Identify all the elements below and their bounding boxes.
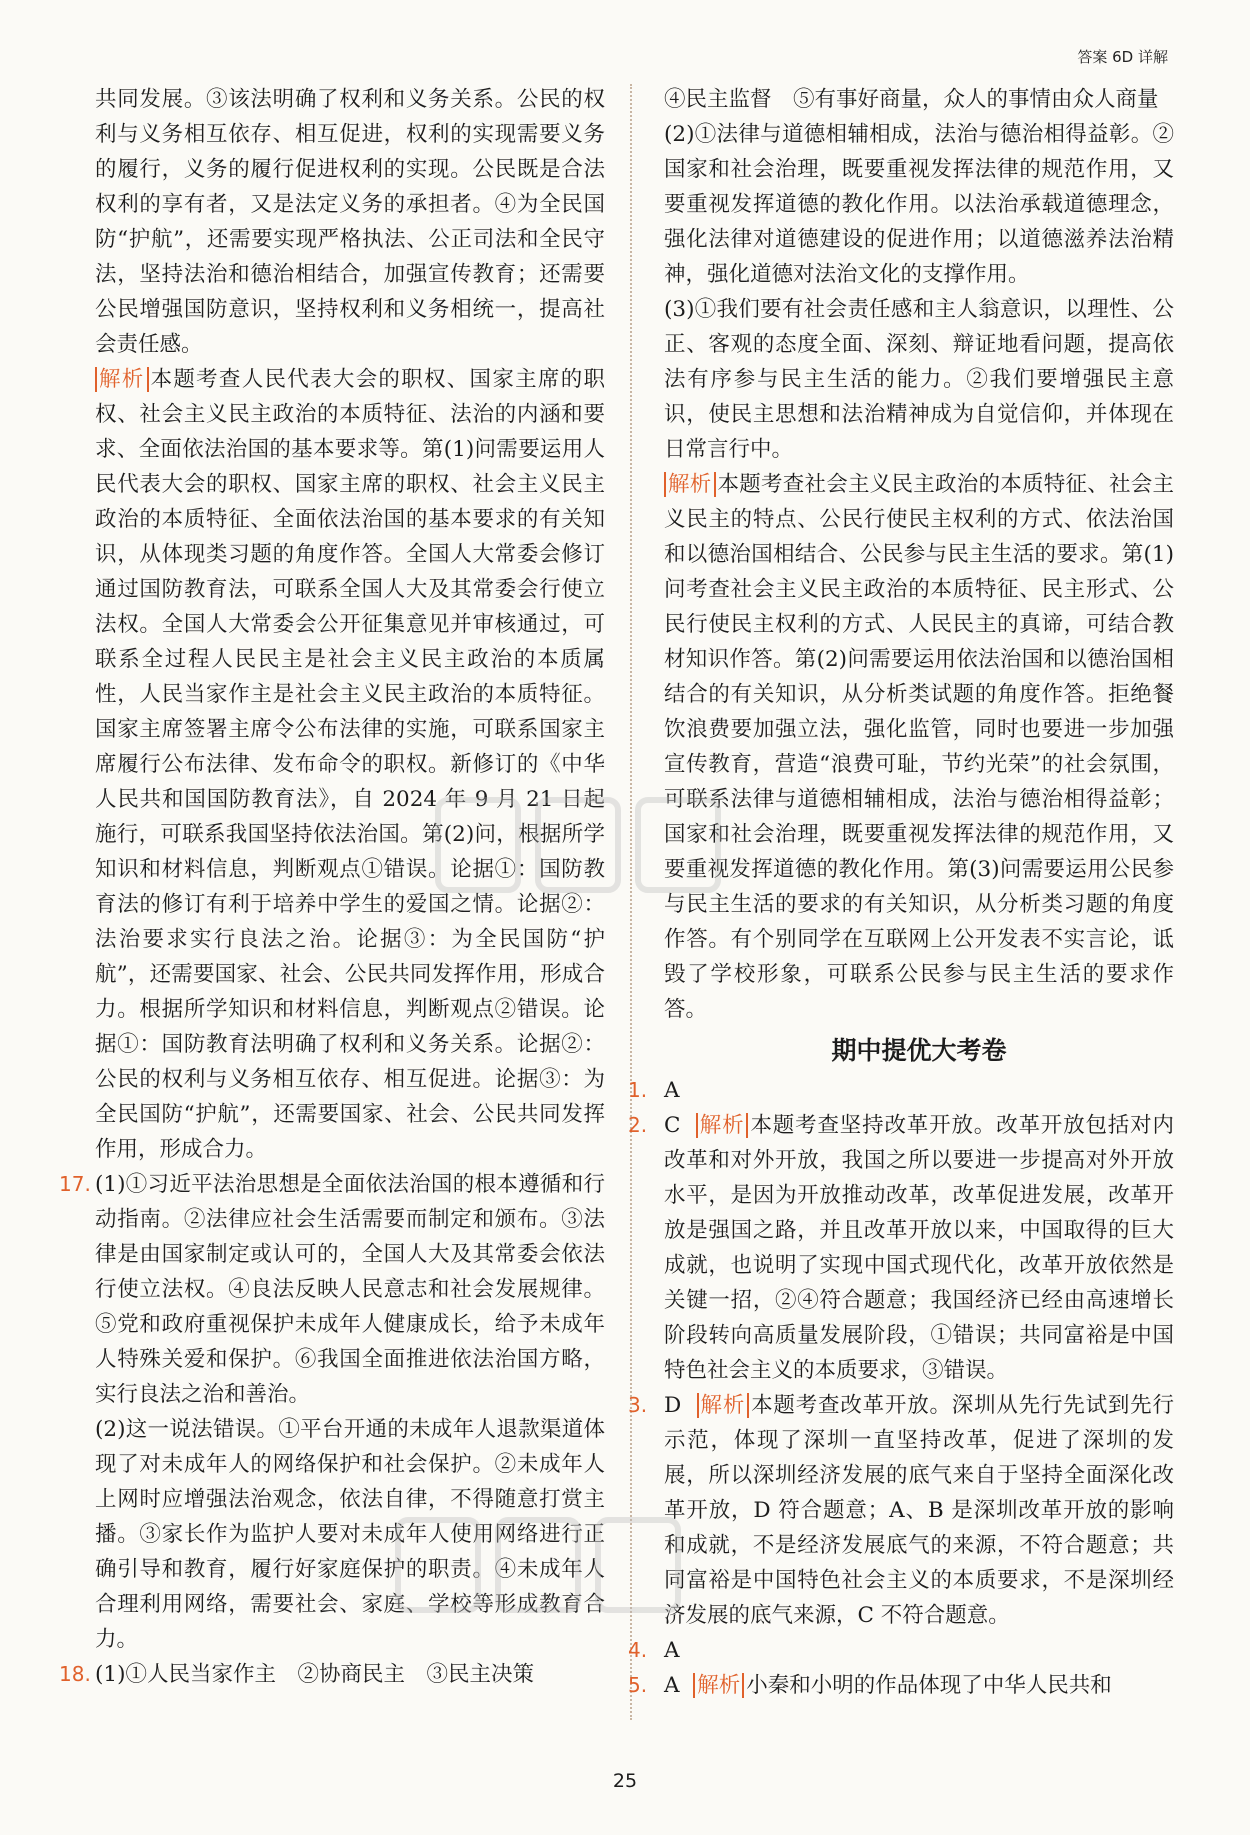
analysis-paragraph: [95, 362, 605, 1167]
answer-text: (1)①人民当家作主 ②协商民主 ③民主决策: [95, 1662, 534, 1687]
analysis-tag: 解析: [696, 1113, 749, 1138]
analysis-paragraph: [664, 467, 1174, 1027]
question-2: [628, 1108, 1174, 1388]
analysis-tag: 解析: [697, 1393, 750, 1418]
page-number: 25: [612, 1770, 638, 1792]
question-17-part-2: (2)这一说法错误。①平台开通的未成年人退款渠道体现了对未成年人的网络保护和社会保护。②未成年人上网时应增强法治观念，依法自律，不得随意打赏主播。③家长作为监护人要对未成年人使用网络进行正确引导和教育，履行好家庭保护的职责。④未成年人合理利用网络，需要社会、家庭、学校等形成教育合力。: [95, 1417, 605, 1652]
column-divider: [630, 84, 632, 1720]
analysis-text: 本题考查社会主义民主政治的本质特征、社会主义民主的特点、公民行使民主权利的方式、依法治国和以德治国相结合、公民参与民主生活的要求。第(1)问考查社会主义民主政治的本质特征、民主形式、公民行使民主权利的方式、人民民主的真谛，可结合教材知识作答。第(2)问需要运用依法治国和以德治国相结合的有关知识，从分析类试题的角度作答。拒绝餐饮浪费要加强立法，强化监管，同时也要进一步加强宣传教育，营造“浪费可耻，节约光荣”的社会氛围，可联系法律与道德相辅相成，法治与德治相得益彰；国家和社会治理，既要重视发挥法律的规范作用，又要重视发挥道德的教化作用。第(3)问需要运用公民参与民主生活的要求的有关知识，从分析类习题的角度作答。有个别同学在互联网上公开发表不实言论，诋毁了学校形象，可联系公民参与民主生活的要求作答。: [664, 472, 1174, 1022]
question-number: 4.: [628, 1638, 648, 1662]
question-number: 2.: [628, 1113, 648, 1137]
question-number: 1.: [628, 1078, 648, 1102]
answer-paragraph: 共同发展。③该法明确了权利和义务关系。公民的权利与义务相互依存、相互促进，权利的实现需要义务的履行，义务的履行促进权利的实现。公民既是合法权利的享有者，又是法定义务的承担者。④为全民国防“护航”，还需要实现严格执法、公正司法和全民守法，坚持法治和德治相结合，加强宣传教育；还需要公民增强国防意识，坚持权利和义务相统一，提高社会责任感。: [95, 87, 605, 357]
page-header: 答案 6D 详解: [1077, 48, 1168, 66]
question-17-part-1: [59, 1167, 605, 1412]
answer-choice: C: [664, 1113, 681, 1138]
analysis-text: 本题考查坚持改革开放。改革开放包括对内改革和对外开放，我国之所以要进一步提高对外开放水平，是因为开放推动改革，改革促进发展，改革开放是强国之路，并且改革开放以来，中国取得的巨大成就，也说明了实现中国式现代化，改革开放依然是关键一招，②④符合题意；我国经济已经由高速增长阶段转向高质量发展阶段，①错误；共同富裕是中国特色社会主义的本质要求，③错误。: [664, 1113, 1174, 1383]
question-number: 3.: [628, 1393, 648, 1417]
question-3: [628, 1388, 1174, 1633]
analysis-tag: 解析: [664, 472, 716, 497]
answer-paragraph: (2)①法律与道德相辅相成，法治与德治相得益彰。②国家和社会治理，既要重视发挥法律的规范作用，又要重视发挥道德的教化作用。以法治承载道德理念，强化法律对道德建设的促进作用；以道德滋养法治精神，强化道德对法治文化的支撑作用。: [664, 122, 1174, 287]
question-18-part-1: [59, 1657, 605, 1692]
question-4: [628, 1633, 1174, 1668]
right-column: [628, 82, 1174, 1703]
answer-text: A: [664, 1078, 680, 1103]
analysis-tag: 解析: [693, 1673, 744, 1698]
analysis-text: 本题考查改革开放。深圳从先行先试到先行示范，体现了深圳一直坚持改革，促进了深圳的发展，所以深圳经济发展的底气来自于坚持全面深化改革开放，D 符合题意；A、B 是深圳改革开放的影响和成就，不是经济发展底气的来源，不符合题意；共同富裕是中国特色社会主义的本质要求，不是深圳经济发展的底气来源，C 不符合题意。: [664, 1393, 1174, 1628]
answer-text: (1)①习近平法治思想是全面依法治国的根本遵循和行动指南。②法律应社会生活需要而制定和颁布。③法律是由国家制定或认可的，全国人大及其常委会依法行使立法权。④良法反映人民意志和社会发展规律。⑤党和政府重视保护未成年人健康成长，给予未成年人特殊关爱和保护。⑥我国全面推进依法治国方略，实行良法之治和善治。: [95, 1172, 605, 1407]
answer-choice: D: [664, 1393, 682, 1418]
answer-choice: A: [664, 1673, 680, 1698]
analysis-tag: 解析: [95, 367, 149, 392]
answer-text: A: [664, 1638, 680, 1663]
question-number: 17.: [59, 1172, 91, 1196]
question-number: 5.: [628, 1673, 648, 1697]
analysis-text: 本题考查人民代表大会的职权、国家主席的职权、社会主义民主政治的本质特征、法治的内涵和要求、全面依法治国的基本要求等。第(1)问需要运用人民代表大会的职权、国家主席的职权、社会主义民主政治的本质特征、全面依法治国的基本要求的有关知识，从体现类习题的角度作答。全国人大常委会修订通过国防教育法，可联系全国人大及其常委会行使立法权。全国人大常委会公开征集意见并审核通过，可联系全过程人民民主是社会主义民主政治的本质属性，人民当家作主是社会主义民主政治的本质特征。国家主席签署主席令公布法律的实施，可联系国家主席履行公布法律、发布命令的职权。新修订的《中华人民共和国国防教育法》，自 2024 年 9 月 21 日起施行，可联系我国坚持依法治国。第(2)问，根据所学知识和材料信息，判断观点①错误。论据①：国防教育法的修订有利于培养中学生的爱国之情。论据②：法治要求实行良法之治。论据③：为全民国防“护航”，还需要国家、社会、公民共同发挥作用，形成合力。根据所学知识和材料信息，判断观点②错误。论据①：国防教育法明确了权利和义务关系。论据②：公民的权利与义务相互依存、相互促进。论据③：为全民国防“护航”，还需要国家、社会、公民共同发挥作用，形成合力。: [95, 367, 605, 1162]
left-column: [59, 82, 605, 1692]
question-5: [628, 1668, 1174, 1703]
question-number: 18.: [59, 1662, 91, 1686]
question-1: [628, 1073, 1174, 1108]
section-title: 期中提优大考卷: [831, 1036, 1007, 1065]
answer-paragraph: (3)①我们要有社会责任感和主人翁意识，以理性、公正、客观的态度全面、深刻、辩证地看问题，提高依法有序参与民主生活的能力。②我们要增强民主意识，使民主思想和法治精神成为自觉信仰，并体现在日常言行中。: [664, 297, 1174, 462]
analysis-text: 小秦和小明的作品体现了中华人民共和: [746, 1673, 1112, 1698]
answer-paragraph: ④民主监督 ⑤有事好商量，众人的事情由众人商量: [664, 87, 1159, 112]
